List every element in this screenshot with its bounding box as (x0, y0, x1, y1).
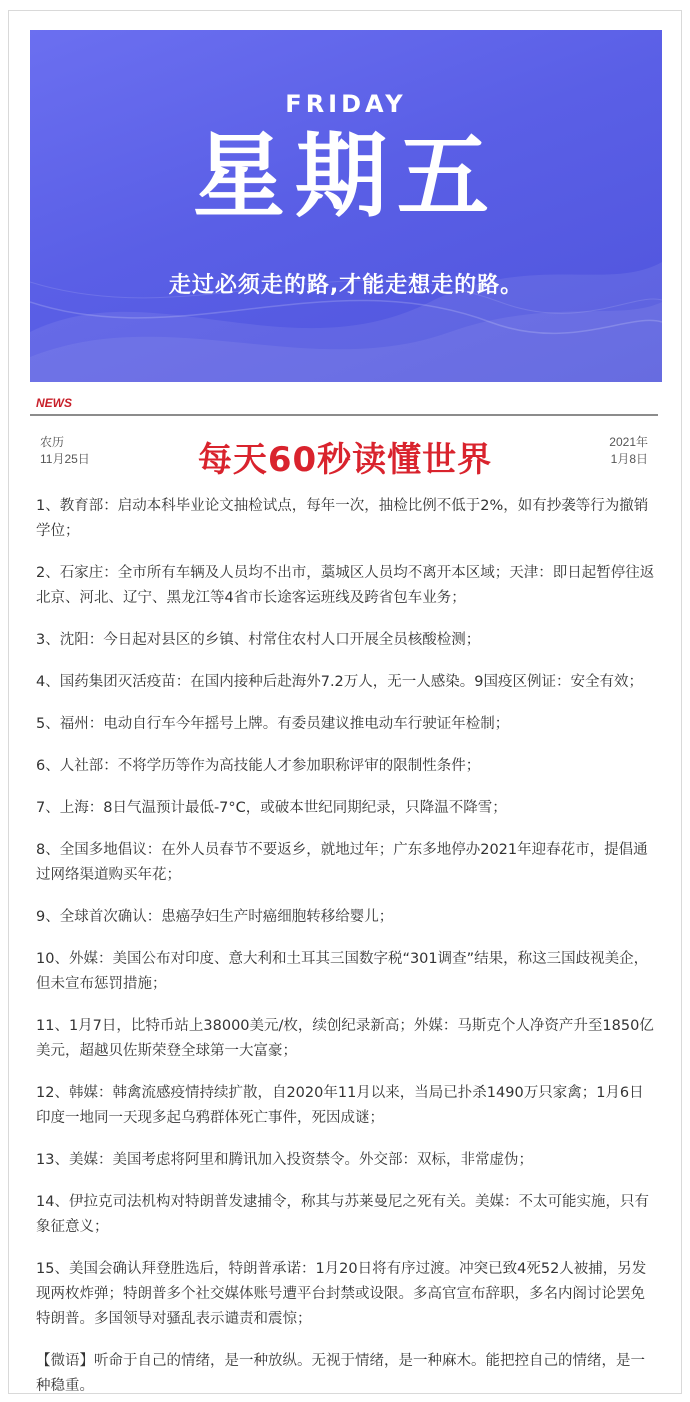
year-label: 2021年 (609, 435, 648, 449)
news-tag: NEWS (36, 396, 72, 410)
page-title: 每天60秒读懂世界 (197, 440, 493, 480)
news-item: 15、美国会确认拜登胜选后，特朗普承诺：1月20日将有序过渡。冲突已致4死52人被捕，另发现两枚炸弹；特朗普多个社交媒体账号遭平台封禁或设限。多高官宣布辞职，多名内阁讨论罢免特朗普。多国领导对骚乱表示谴责和震惊； (36, 1261, 647, 1327)
lunar-label: 农历 (40, 435, 65, 449)
header-banner (30, 30, 662, 382)
header-divider (30, 414, 658, 416)
news-item: 12、韩媒：韩禽流感疫情持续扩散，自2020年11月以来，当局已扑杀1490万只家禽；1月6日印度一地同一天现多起乌鸦群体死亡事件，死因成谜； (36, 1085, 644, 1126)
news-item: 5、福州：电动自行车今年摇号上牌。有委员建议推电动车行驶证年检制； (36, 716, 510, 732)
news-item: 7、上海：8日气温预计最低-7°C，或破本世纪同期纪录，只降温不降雪； (36, 800, 507, 816)
news-list (36, 494, 658, 1399)
news-item: 1、教育部：启动本科毕业论文抽检试点，每年一次，抽检比例不低于2%，如有抄袭等行为撤销学位； (36, 498, 649, 539)
news-item: 3、沈阳：今日起对县区的乡镇、村常住农村人口开展全员核酸检测； (36, 632, 481, 648)
news-item: 2、石家庄：全市所有车辆及人员均不出市，藁城区人员均不离开本区域；天津：即日起暂停往返北京、河北、辽宁、黑龙江等4省市长途客运班线及跨省包车业务； (36, 565, 655, 606)
banner-motto: 走过必须走的路,才能走想走的路。 (168, 273, 524, 298)
news-item: 4、国药集团灭活疫苗：在国内接种后赴海外7.2万人，无一人感染。9国疫区例证：安全有效； (36, 674, 644, 690)
news-item: 6、人社部：不将学历等作为高技能人才参加职称评审的限制性条件； (36, 758, 481, 774)
news-item: 14、伊拉克司法机构对特朗普发逮捕令，称其与苏莱曼尼之死有关。美媒：不太可能实施，只有象征意义； (36, 1194, 649, 1235)
banner-chinese-day: 星期五 (192, 123, 499, 230)
daily-quote: 【微语】听命于自己的情绪，是一种放纵。无视于情绪，是一种麻木。能把控自己的情绪，是一种稳重。 (36, 1353, 645, 1394)
date-label: 1月8日 (610, 452, 648, 466)
solar-date-block (609, 434, 648, 468)
lunar-date: 11月25日 (40, 452, 90, 466)
news-item: 10、外媒：美国公布对印度、意大利和土耳其三国数字税“301调查”结果，称这三国歧视美企，但未宣布惩罚措施； (36, 951, 649, 992)
news-item: 11、1月7日，比特币站上38000美元/枚，续创纪录新高；外媒：马斯克个人净资产升至1850亿美元，超越贝佐斯荣登全球第一大富豪； (36, 1018, 654, 1059)
news-item: 13、美媒：美国考虑将阿里和腾讯加入投资禁令。外交部：双标，非常虚伪； (36, 1152, 533, 1168)
news-item: 9、全球首次确认：患癌孕妇生产时癌细胞转移给婴儿； (36, 909, 394, 925)
banner-english-day: FRIDAY (285, 90, 407, 118)
news-item: 8、全国多地倡议：在外人员春节不要返乡，就地过年；广东多地停办2021年迎春花市，提倡通过网络渠道购买年花； (36, 842, 648, 883)
